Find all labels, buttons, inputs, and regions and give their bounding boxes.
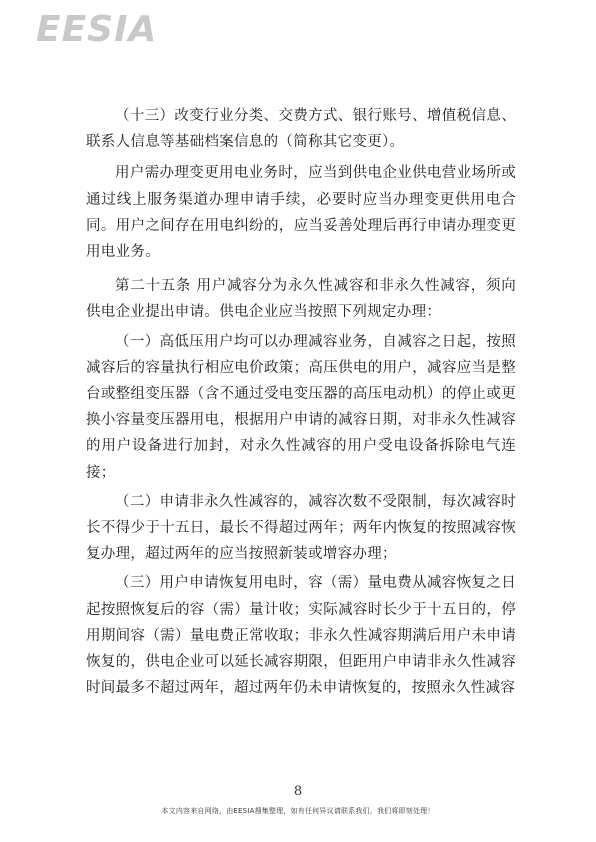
paragraph-article-25: 第二十五条 用户减容分为永久性减容和非永久性减容，须向供电企业提出申请。供电企业应当按照下列规定办理： <box>86 278 516 321</box>
eesia-logo: EESIA <box>36 9 158 50</box>
paragraph-item-2: （二）申请非永久性减容的，减容次数不受限制，每次减容时长不得少于十五日，最长不得超过两年；两年内恢复的按照减容恢复办理，超过两年的应当按照新装或增容办理； <box>86 493 516 563</box>
paragraph-item-13: （十三）改变行业分类、交费方式、银行账号、增值税信息、联系人信息等基础档案信息的（简称其它变更）。 <box>86 108 516 151</box>
page-number: 8 <box>293 784 303 799</box>
footer-disclaimer: 本文内容来自网络，由EESIA搜集整理，如有任何异议请联系我们，我们将即刻处理！ <box>161 807 435 815</box>
paragraph-item-3: （三）用户申请恢复用电时，容（需）量电费从减容恢复之日起按照恢复后的容（需）量计收；实际减容时长少于十五日的，停用期间容（需）量电费正常收取；非永久性减容期满后用户未申请恢复的，供电企业可以延长减容期限，但距用户申请非永久性减容时间最多不超过两年，超过两年仍未申请恢复的，按照永久性减容 <box>86 575 516 697</box>
paragraph-change-procedure: 用户需办理变更用电业务时，应当到供电企业供电营业场所或通过线上服务渠道办理申请手续，必要时应当办理变更供用电合同。用户之间存在用电纠纷的，应当妥善处理后再行申请办理变更用电业务。 <box>86 165 516 261</box>
document-body <box>86 103 516 701</box>
paragraph-item-1: （一）高低压用户均可以办理减容业务，自减容之日起，按照减容后的容量执行相应电价政策；高压供电的用户，减容应当是整台或整组变压器（含不通过受电变压器的高压电动机）的停止或更换小容量变压器用电，根据用户申请的减容日期，对非永久性减容的用户设备进行加封，对永久性减容的用户受电设备拆除电气连接； <box>86 333 516 481</box>
